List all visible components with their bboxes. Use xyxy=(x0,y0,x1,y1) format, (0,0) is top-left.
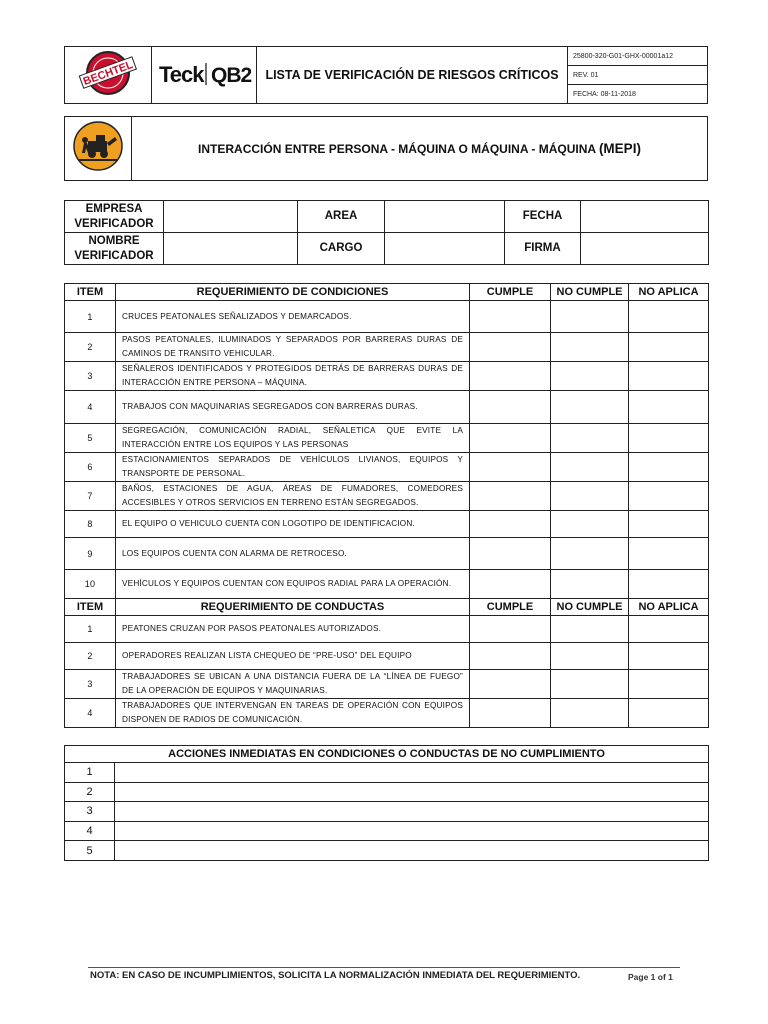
action-row xyxy=(65,821,709,841)
item-number: 2 xyxy=(65,643,116,670)
table-row xyxy=(65,699,709,728)
no-aplica-cell[interactable] xyxy=(629,391,709,424)
no-aplica-cell[interactable] xyxy=(629,538,709,570)
table-row xyxy=(65,453,709,482)
requirement-text: SEGREGACIÓN, COMUNICACIÓN RADIAL, SEÑALETICA QUE EVITE LA INTERACCIÓN ENTRE LOS EQUIPOS Y LAS PERSONAS xyxy=(116,424,470,453)
col-header-item: ITEM xyxy=(65,284,116,301)
field-nombre-verificador[interactable] xyxy=(164,233,298,265)
requirement-text: TRABAJADORES SE UBICAN A UNA DISTANCIA FUERA DE LA “LÍNEA DE FUEGO” DE LA OPERACIÓN DE EQUIPOS Y MAQUINARIAS. xyxy=(116,670,470,699)
teck-qb2-logo-cell xyxy=(152,47,257,104)
cumple-cell[interactable] xyxy=(470,616,551,643)
no-cumple-cell[interactable] xyxy=(551,453,629,482)
doc-code: 25800-320-G01-GHX-00001a12 xyxy=(568,47,708,66)
table-row xyxy=(65,538,709,570)
table-row xyxy=(65,511,709,538)
cumple-cell[interactable] xyxy=(470,424,551,453)
mepi-title-text: INTERACCIÓN ENTRE PERSONA - MÁQUINA O MÁQUINA - MÁQUINA xyxy=(198,142,596,156)
cumple-cell[interactable] xyxy=(470,643,551,670)
requirement-text: PASOS PEATONALES, ILUMINADOS Y SEPARADOS POR BARRERAS DURAS DE CAMINOS DE TRANSITO VEHICULAR. xyxy=(116,333,470,362)
table-row xyxy=(65,362,709,391)
table-row xyxy=(65,424,709,453)
field-cargo[interactable] xyxy=(385,233,505,265)
item-number: 4 xyxy=(65,391,116,424)
no-cumple-cell[interactable] xyxy=(551,511,629,538)
action-row xyxy=(65,841,709,861)
col-header-requerimiento: REQUERIMIENTO DE CONDICIONES xyxy=(116,284,470,301)
no-cumple-cell[interactable] xyxy=(551,616,629,643)
label-area: AREA xyxy=(298,201,385,233)
no-aplica-cell[interactable] xyxy=(629,570,709,599)
action-field[interactable] xyxy=(115,841,709,861)
item-number: 9 xyxy=(65,538,116,570)
table-row xyxy=(65,643,709,670)
action-field[interactable] xyxy=(115,802,709,822)
action-field[interactable] xyxy=(115,821,709,841)
no-cumple-cell[interactable] xyxy=(551,538,629,570)
teck-logo-text: Teck xyxy=(159,61,204,87)
item-number: 10 xyxy=(65,570,116,599)
label-cargo: CARGO xyxy=(298,233,385,265)
table-row xyxy=(65,391,709,424)
cumple-cell[interactable] xyxy=(470,333,551,362)
requirement-text: VEHÍCULOS Y EQUIPOS CUENTAN CON EQUIPOS RADIAL PARA LA OPERACIÓN. xyxy=(116,570,470,599)
item-number: 1 xyxy=(65,616,116,643)
field-firma[interactable] xyxy=(581,233,709,265)
no-aplica-cell[interactable] xyxy=(629,699,709,728)
no-cumple-cell[interactable] xyxy=(551,482,629,511)
action-number: 3 xyxy=(65,802,115,822)
label-empresa-verificador: EMPRESA VERIFICADOR xyxy=(65,201,164,233)
no-cumple-cell[interactable] xyxy=(551,333,629,362)
requirement-text: CRUCES PEATONALES SEÑALIZADOS Y DEMARCADOS. xyxy=(116,301,470,333)
footer-note: NOTA: EN CASO DE INCUMPLIMIENTOS, SOLICITA LA NORMALIZACIÓN INMEDIATA DEL REQUERIMIENTO. xyxy=(90,970,581,981)
no-aplica-cell[interactable] xyxy=(629,643,709,670)
col-header-cumple: CUMPLE xyxy=(470,599,551,616)
mepi-tag: (MEPI) xyxy=(598,141,641,156)
action-row xyxy=(65,782,709,802)
col-header-no-cumple: NO CUMPLE xyxy=(551,599,629,616)
action-row xyxy=(65,802,709,822)
action-number: 1 xyxy=(65,763,115,783)
col-header-item: ITEM xyxy=(65,599,116,616)
col-header-cumple: CUMPLE xyxy=(470,284,551,301)
doc-revision: REV. 01 xyxy=(568,66,708,85)
table-row xyxy=(65,670,709,699)
requirement-text: OPERADORES REALIZAN LISTA CHEQUEO DE “PRE-USO” DEL EQUIPO xyxy=(116,643,470,670)
item-number: 4 xyxy=(65,699,116,728)
document-title: LISTA DE VERIFICACIÓN DE RIESGOS CRÍTICOS xyxy=(257,47,568,104)
action-field[interactable] xyxy=(115,782,709,802)
action-field[interactable] xyxy=(115,763,709,783)
requirement-text: TRABAJOS CON MAQUINARIAS SEGREGADOS CON BARRERAS DURAS. xyxy=(116,391,470,424)
no-cumple-cell[interactable] xyxy=(551,391,629,424)
no-aplica-cell[interactable] xyxy=(629,424,709,453)
no-aplica-cell[interactable] xyxy=(629,301,709,333)
col-header-no-cumple: NO CUMPLE xyxy=(551,284,629,301)
field-fecha[interactable] xyxy=(581,201,709,233)
item-number: 1 xyxy=(65,301,116,333)
requirement-text: BAÑOS, ESTACIONES DE AGUA, ÁREAS DE FUMADORES, COMEDORES ACCESIBLES Y OTROS SERVICIOS EN TERRENO ESTÁN SEGREGADOS. xyxy=(116,482,470,511)
col-header-requerimiento-conductas: REQUERIMIENTO DE CONDUCTAS xyxy=(116,599,470,616)
no-aplica-cell[interactable] xyxy=(629,616,709,643)
no-aplica-cell[interactable] xyxy=(629,670,709,699)
conditions-header-row xyxy=(65,284,709,301)
requirement-text: EL EQUIPO O VEHICULO CUENTA CON LOGOTIPO DE IDENTIFICACION. xyxy=(116,511,470,538)
conducts-header-row xyxy=(65,599,709,616)
requirement-text: PEATONES CRUZAN POR PASOS PEATONALES AUTORIZADOS. xyxy=(116,616,470,643)
label-fecha: FECHA xyxy=(505,201,581,233)
requirement-text: TRABAJADORES QUE INTERVENGAN EN TAREAS DE OPERACIÓN CON EQUIPOS DISPONEN DE RADIOS DE COMUNICACIÓN. xyxy=(116,699,470,728)
no-cumple-cell[interactable] xyxy=(551,301,629,333)
action-number: 5 xyxy=(65,841,115,861)
action-row xyxy=(65,763,709,783)
table-row xyxy=(65,333,709,362)
actions-table xyxy=(64,745,709,861)
no-cumple-cell[interactable] xyxy=(551,670,629,699)
no-cumple-cell[interactable] xyxy=(551,699,629,728)
cumple-cell[interactable] xyxy=(470,362,551,391)
cumple-cell[interactable] xyxy=(470,670,551,699)
col-header-no-aplica: NO APLICA xyxy=(629,599,709,616)
mepi-icon-cell xyxy=(65,117,132,181)
field-empresa-verificador[interactable] xyxy=(164,201,298,233)
label-nombre-verificador: NOMBRE VERIFICADOR xyxy=(65,233,164,265)
item-number: 3 xyxy=(65,362,116,391)
cumple-cell[interactable] xyxy=(470,301,551,333)
label-firma: FIRMA xyxy=(505,233,581,265)
teck-qb2-logo xyxy=(156,55,252,91)
conducts-section xyxy=(65,599,709,616)
requirement-text: SEÑALEROS IDENTIFICADOS Y PROTEGIDOS DETRÁS DE BARRERAS DURAS DE INTERACCIÓN ENTRE PERSONA – MÁQUINA. xyxy=(116,362,470,391)
cumple-cell[interactable] xyxy=(470,511,551,538)
item-number: 8 xyxy=(65,511,116,538)
machine-person-warning-icon xyxy=(71,119,125,173)
col-header-no-aplica: NO APLICA xyxy=(629,284,709,301)
qb2-logo-text: QB2 xyxy=(211,63,252,87)
mepi-banner xyxy=(64,116,708,181)
table-row xyxy=(65,616,709,643)
cumple-cell[interactable] xyxy=(470,391,551,424)
table-row xyxy=(65,570,709,599)
no-aplica-cell[interactable] xyxy=(629,511,709,538)
bechtel-logo-text: BECHTEL xyxy=(81,58,135,88)
conditions-section xyxy=(65,284,709,301)
item-number: 3 xyxy=(65,670,116,699)
actions-title: ACCIONES INMEDIATAS EN CONDICIONES O CONDUCTAS DE NO CUMPLIMIENTO xyxy=(65,746,709,763)
action-number: 2 xyxy=(65,782,115,802)
bechtel-logo xyxy=(76,49,140,97)
page-number: Page 1 of 1 xyxy=(628,972,673,982)
cumple-cell[interactable] xyxy=(470,538,551,570)
document-header xyxy=(64,46,708,104)
footer-divider xyxy=(88,967,680,968)
cumple-cell[interactable] xyxy=(470,453,551,482)
item-number: 2 xyxy=(65,333,116,362)
cumple-cell[interactable] xyxy=(470,482,551,511)
item-number: 6 xyxy=(65,453,116,482)
verifier-info-table xyxy=(64,200,709,265)
field-area[interactable] xyxy=(385,201,505,233)
item-number: 5 xyxy=(65,424,116,453)
checklist-table xyxy=(64,283,709,728)
doc-date: FECHA: 08-11-2018 xyxy=(568,85,708,104)
item-number: 7 xyxy=(65,482,116,511)
action-number: 4 xyxy=(65,821,115,841)
cumple-cell[interactable] xyxy=(470,570,551,599)
mepi-title xyxy=(132,117,708,181)
no-aplica-cell[interactable] xyxy=(629,482,709,511)
requirement-text: ESTACIONAMIENTOS SEPARADOS DE VEHÍCULOS LIVIANOS, EQUIPOS Y TRANSPORTE DE PERSONAL. xyxy=(116,453,470,482)
no-aplica-cell[interactable] xyxy=(629,333,709,362)
no-aplica-cell[interactable] xyxy=(629,453,709,482)
no-aplica-cell[interactable] xyxy=(629,362,709,391)
bechtel-logo-cell xyxy=(65,47,152,104)
no-cumple-cell[interactable] xyxy=(551,362,629,391)
requirement-text: LOS EQUIPOS CUENTA CON ALARMA DE RETROCESO. xyxy=(116,538,470,570)
table-row xyxy=(65,482,709,511)
no-cumple-cell[interactable] xyxy=(551,570,629,599)
no-cumple-cell[interactable] xyxy=(551,643,629,670)
cumple-cell[interactable] xyxy=(470,699,551,728)
table-row xyxy=(65,301,709,333)
no-cumple-cell[interactable] xyxy=(551,424,629,453)
